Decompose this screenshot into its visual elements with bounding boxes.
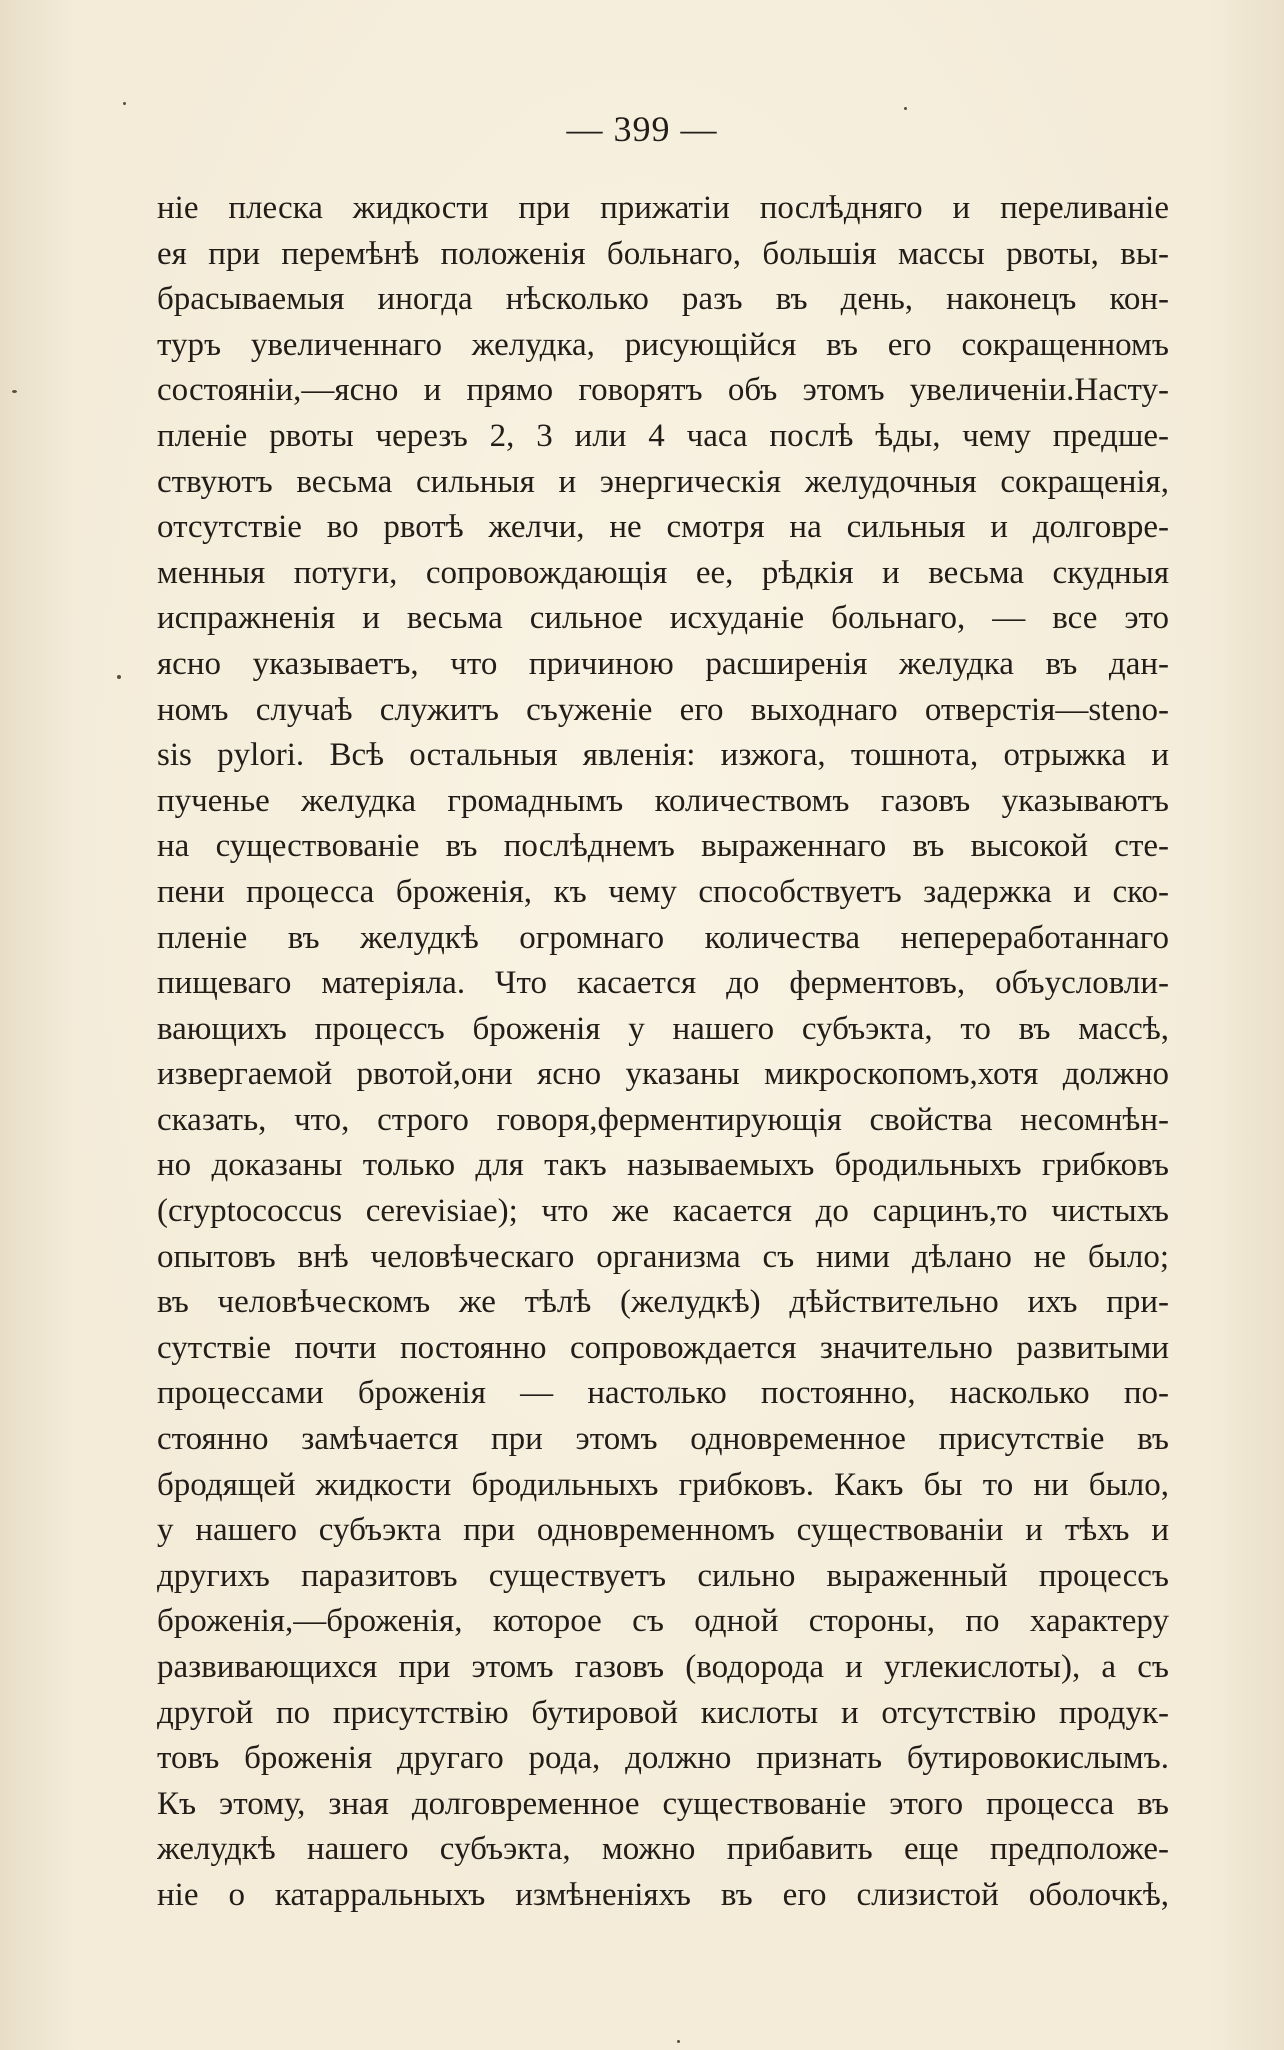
text-line: отсутствіе во рвотѣ желчи, не смотря на сильныя и долговре- bbox=[157, 509, 1169, 546]
text-line: желудкѣ нашего субъэкта, можно прибавить еще предположе- bbox=[157, 1831, 1169, 1868]
text-line: Къ этому, зная долговременное существованіе этого процесса въ bbox=[157, 1785, 1169, 1822]
ink-speck bbox=[123, 102, 126, 105]
text-line: у нашего субъэкта при одновременномъ существованіи и тѣхъ и bbox=[157, 1512, 1169, 1549]
text-line: ея при перемѣнѣ положенія больнаго, большія массы рвоты, вы- bbox=[157, 235, 1169, 272]
text-line: ясно указываетъ, что причиною расширенія желудка въ дан- bbox=[157, 645, 1169, 682]
text-line: но доказаны только для такъ называемыхъ бродильныхъ грибковъ bbox=[157, 1147, 1169, 1184]
text-line: ніе плеска жидкости при прижатіи послѣдняго и переливаніе bbox=[157, 190, 1169, 226]
text-line: испражненія и весьма сильное исхуданіе больнаго, — все это bbox=[157, 600, 1169, 637]
text-line: сказать, что, строго говоря,ферментирующія свойства несомнѣн- bbox=[157, 1101, 1169, 1138]
text-line: номъ случаѣ служитъ съуженіе его выходнаго отверстія—steno- bbox=[157, 691, 1169, 728]
body-text bbox=[157, 186, 1169, 1919]
text-line: товъ броженія другаго рода, должно признать бутировокислымъ. bbox=[157, 1740, 1169, 1777]
text-line: процессами броженія — настолько постоянно, насколько по- bbox=[157, 1375, 1169, 1412]
text-line: вающихъ процессъ броженія у нашего субъэкта, то въ массѣ, bbox=[157, 1010, 1169, 1047]
text-line: сутствіе почти постоянно сопровождается значительно развитыми bbox=[157, 1329, 1169, 1366]
text-line: менныя потуги, сопровождающія ее, рѣдкія и весьма скудныя bbox=[157, 554, 1169, 591]
text-line: ствуютъ весьма сильныя и энергическія желудочныя сокращенія, bbox=[157, 463, 1169, 500]
ink-speck bbox=[904, 107, 907, 110]
text-line: пученье желудка громаднымъ количествомъ газовъ указываютъ bbox=[157, 782, 1169, 819]
text-line: опытовъ внѣ человѣческаго организма съ ними дѣлано не было; bbox=[157, 1238, 1169, 1275]
ink-speck bbox=[677, 2040, 680, 2043]
text-line: туръ увеличеннаго желудка, рисующійся въ его сокращенномъ bbox=[157, 326, 1169, 363]
text-line: развивающихся при этомъ газовъ (водорода и углекислоты), а съ bbox=[157, 1649, 1169, 1685]
text-line: стоянно замѣчается при этомъ одновременное присутствіе въ bbox=[157, 1421, 1169, 1458]
text-line: другихъ паразитовъ существуетъ сильно выраженный процессъ bbox=[157, 1557, 1169, 1594]
ink-speck bbox=[117, 675, 121, 679]
text-line: бродящей жидкости бродильныхъ грибковъ. Какъ бы то ни было, bbox=[157, 1466, 1169, 1503]
text-line: на существованіе въ послѣднемъ выраженнаго въ высокой сте- bbox=[157, 828, 1169, 865]
text-line: другой по присутствію бутировой кислоты и отсутствію продук- bbox=[157, 1694, 1169, 1731]
ink-speck bbox=[12, 390, 17, 393]
text-line: въ человѣческомъ же тѣлѣ (желудкѣ) дѣйствительно ихъ при- bbox=[157, 1284, 1169, 1321]
text-line: пени процесса броженія, къ чему способствуетъ задержка и ско- bbox=[157, 873, 1169, 910]
text-line: (cryptococcus cerevisiae); что же касается до сарцинъ,то чистыхъ bbox=[157, 1193, 1169, 1230]
text-line: ніе о катарральныхъ измѣненіяхъ въ его слизистой оболочкѣ, bbox=[157, 1876, 1169, 1913]
text-line: sis pylori. Всѣ остальныя явленія: изжога, тошнота, отрыжка и bbox=[157, 737, 1169, 774]
text-line: броженія,—броженія, которое съ одной стороны, по характеру bbox=[157, 1603, 1169, 1640]
text-line: состояніи,—ясно и прямо говорятъ объ этомъ увеличеніи.Насту- bbox=[157, 372, 1169, 409]
text-line: брасываемыя иногда нѣсколько разъ въ день, наконецъ кон- bbox=[157, 281, 1169, 318]
text-line: извергаемой рвотой,они ясно указаны микроскопомъ,хотя должно bbox=[157, 1056, 1169, 1093]
text-line: пищеваго матеріяла. Что касается до ферментовъ, объусловли- bbox=[157, 965, 1169, 1002]
page-number: — 399 — bbox=[566, 109, 718, 149]
text-line: пленіе рвоты черезъ 2, 3 или 4 часа послѣ ѣды, чему предше- bbox=[157, 417, 1169, 454]
text-line: пленіе въ желудкѣ огромнаго количества непереработаннаго bbox=[157, 919, 1169, 956]
